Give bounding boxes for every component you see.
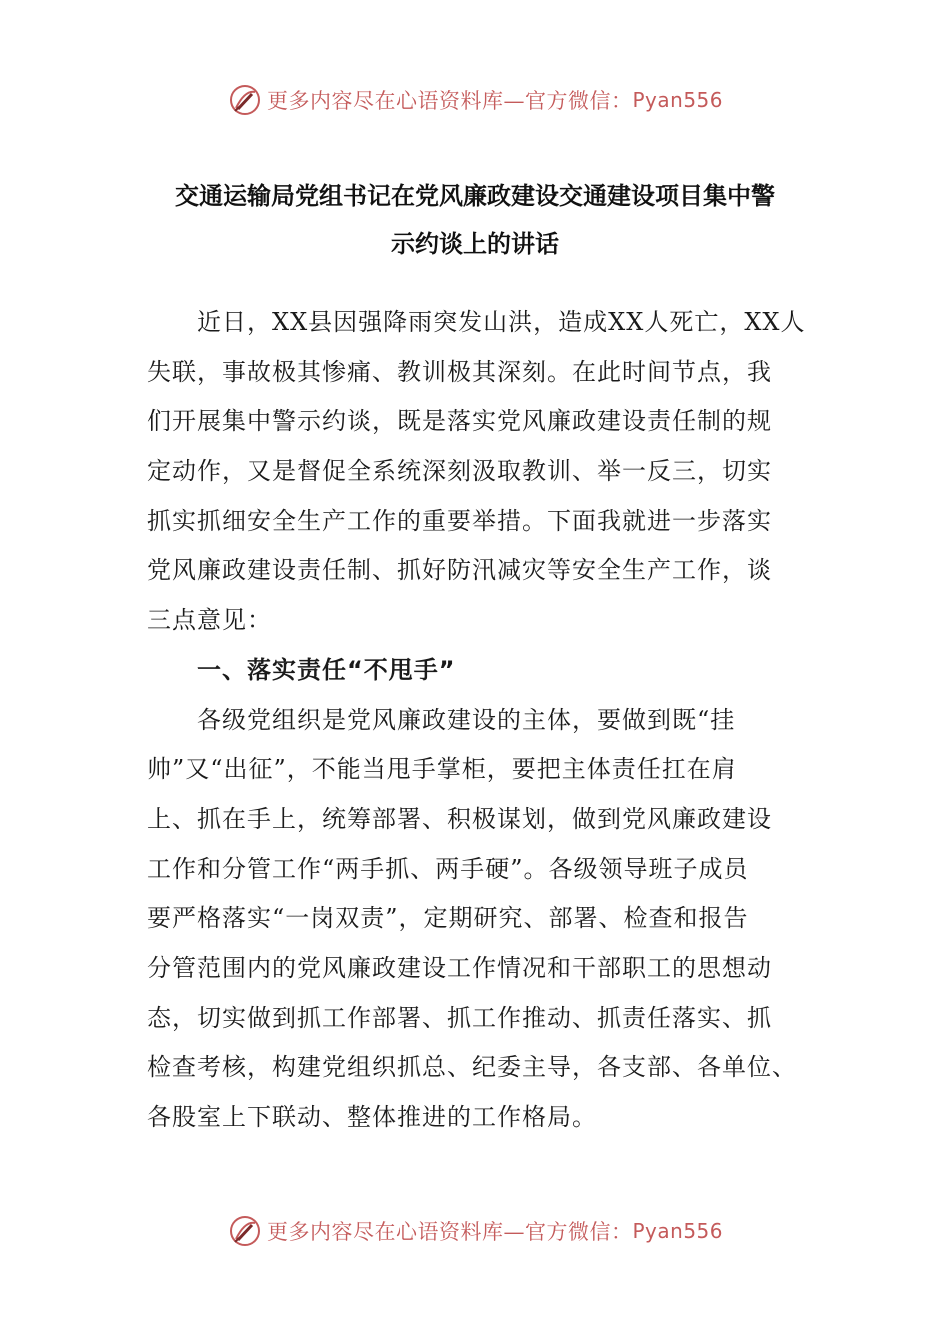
- text-line: 定动作，又是督促全系统深刻汲取教训、举一反三，切实: [147, 457, 772, 486]
- document-title: [140, 172, 810, 268]
- watermark-banner-bottom: [0, 1209, 950, 1253]
- text-line: 们开展集中警示约谈，既是落实党风廉政建设责任制的规: [147, 407, 772, 436]
- text-line: 各股室上下联动、整体推进的工作格局。: [147, 1103, 597, 1131]
- text-line: 帅”又“出征”，不能当甩手掌柜，要把主体责任扛在肩: [147, 755, 737, 784]
- banner-wechat-id: Pyan556: [632, 1219, 723, 1243]
- banner-text: 更多内容尽在心语资料库—官方微信：: [266, 89, 633, 113]
- text-line: 分管范围内的党风廉政建设工作情况和干部职工的思想动: [147, 953, 772, 982]
- banner-wechat-id: Pyan556: [632, 88, 723, 112]
- text-line: 近日，XX县因强降雨突发山洪，造成XX人死亡，XX人: [197, 308, 806, 336]
- text-line: 党风廉政建设责任制、抓好防汛减灾等安全生产工作，谈: [147, 556, 772, 585]
- text-line: 三点意见：: [147, 606, 272, 635]
- text-line: 要严格落实“一岗双责”，定期研究、部署、检查和报告: [147, 904, 749, 933]
- text-line: 态，切实做到抓工作部署、抓工作推动、抓责任落实、抓: [147, 1003, 772, 1032]
- text-line: 失联，事故极其惨痛、教训极其深刻。在此时间节点，我: [147, 357, 772, 386]
- text-line: 检查考核，构建党组织抓总、纪委主导，各支部、各单位、: [147, 1053, 797, 1082]
- text-line: 工作和分管工作“两手抓、两手硬”。各级领导班子成员: [147, 854, 749, 883]
- pen-logo-icon: [227, 1213, 263, 1249]
- text-line: 各级党组织是党风廉政建设的主体，要做到既“挂: [197, 705, 736, 734]
- title-line-2: 示约谈上的讲话: [391, 230, 559, 258]
- text-line: 抓实抓细安全生产工作的重要举措。下面我就进一步落实: [147, 506, 772, 535]
- document-body: [147, 298, 807, 1143]
- text-line: 上、抓在手上，统筹部署、积极谋划，做到党风廉政建设: [147, 804, 772, 833]
- pen-logo-icon: [227, 82, 263, 118]
- section-heading: 一、落实责任“不甩手”: [197, 655, 456, 684]
- watermark-banner-top: [0, 78, 950, 122]
- banner-text: 更多内容尽在心语资料库—官方微信：: [266, 1220, 633, 1244]
- title-line-1: 交通运输局党组书记在党风廉政建设交通建设项目集中警: [175, 182, 775, 210]
